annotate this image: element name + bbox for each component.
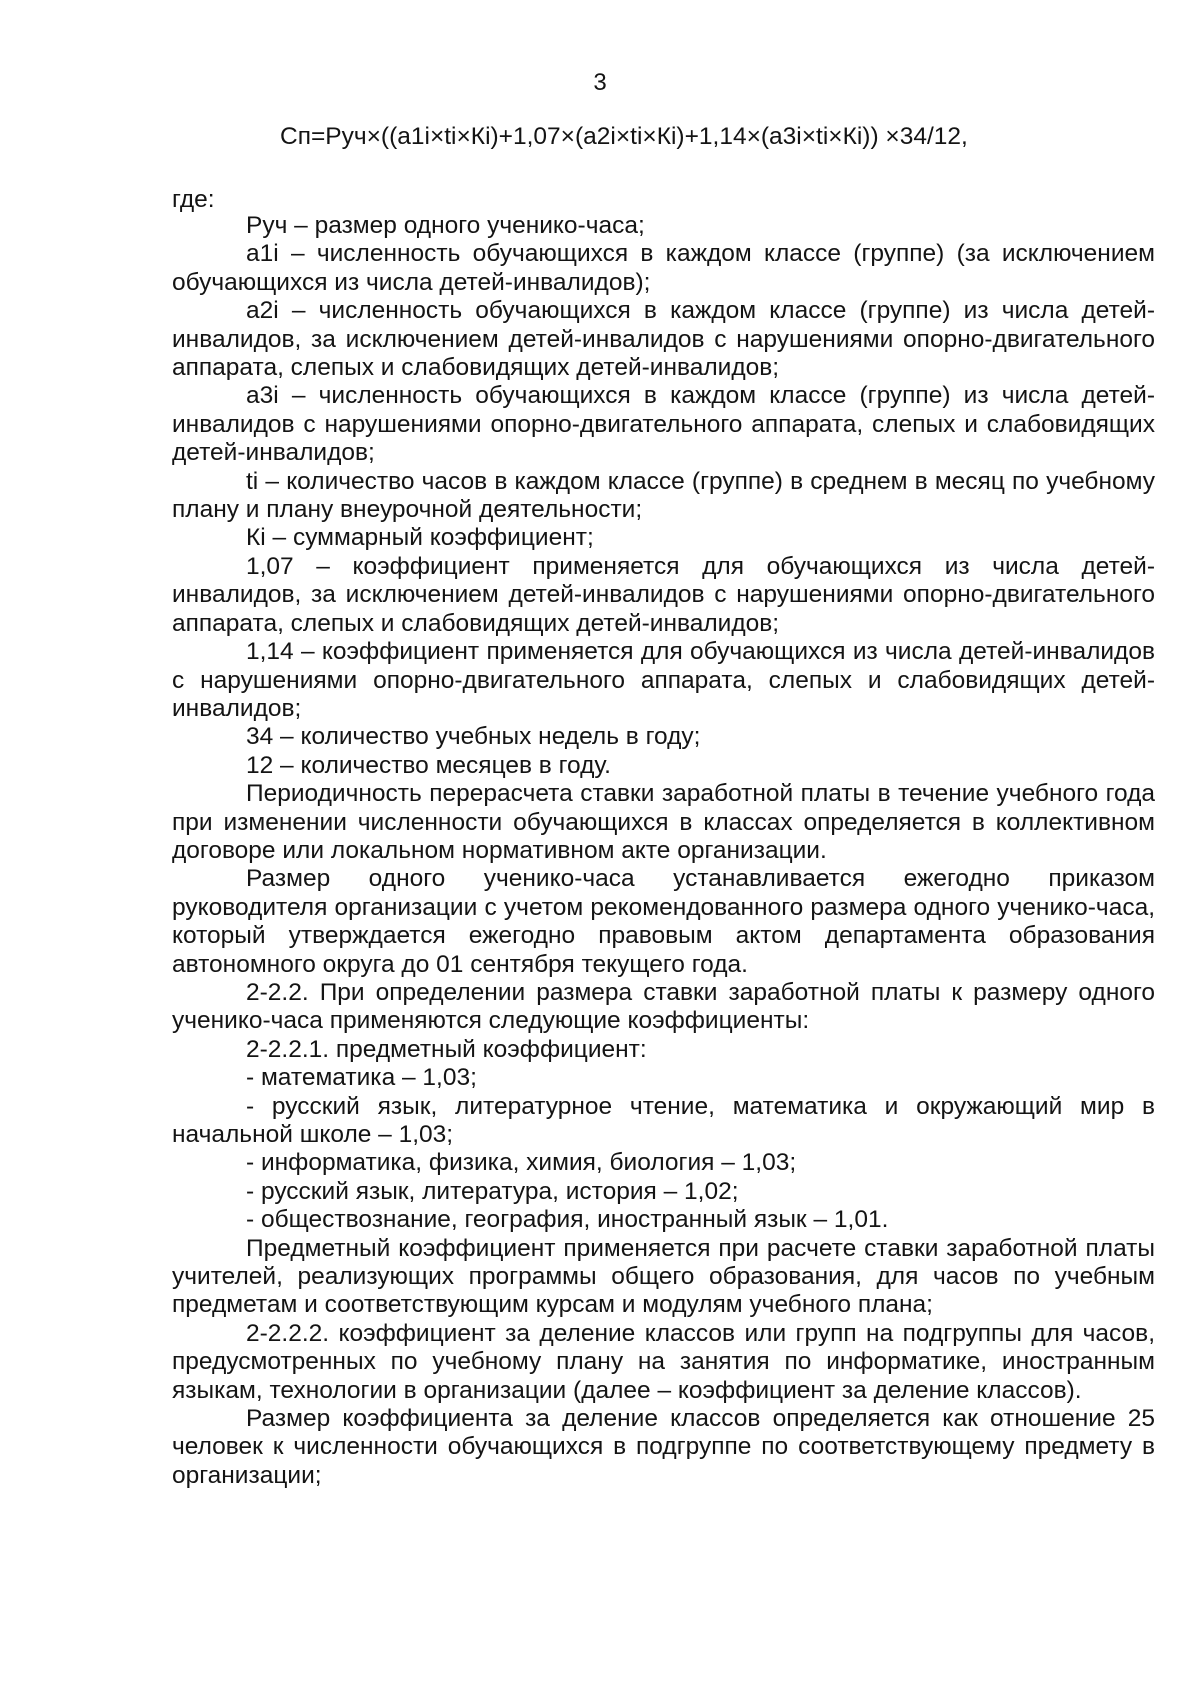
definition-a1i: а1i – численность обучающихся в каждом классе (группе) (за исключением обучающихся из числа детей-инвалидов); xyxy=(172,240,1155,296)
body-text xyxy=(172,212,1155,1490)
salary-formula: Сп=Руч×((а1i×ti×Кi)+1,07×(а2i×ti×Кi)+1,14×(а3i×ti×Кi)) ×34/12, xyxy=(280,123,968,150)
list-item-science: - информатика, физика, химия, биология – 1,03; xyxy=(246,1149,797,1177)
definition-coef-114: 1,14 – коэффициент применяется для обучающихся из числа детей-инвалидов с нарушениями опорно-двигательного аппарата, слепых и слабовидящих детей-инвалидов; xyxy=(172,638,1155,722)
list-item-humanities: - русский язык, литература, история – 1,02; xyxy=(246,1177,739,1205)
definition-a3i: а3i – численность обучающихся в каждом классе (группе) из числа детей-инвалидов с нарушениями опорно-двигательного аппарата, слепых и слабовидящих детей-инвалидов; xyxy=(172,382,1155,467)
definition-34: 34 – количество учебных недель в году; xyxy=(246,723,701,751)
definition-ti: ti – количество часов в каждом классе (группе) в среднем в месяц по учебному плану и плану внеурочной деятельности; xyxy=(172,467,1155,524)
list-item-primary-school: - русский язык, литературное чтение, математика и окружающий мир в начальной школе – 1,03; xyxy=(172,1092,1155,1148)
list-item-social-studies: - обществознание, география, иностранный язык – 1,01. xyxy=(246,1206,889,1234)
paragraph-recalculation: Периодичность перерасчета ставки заработной платы в течение учебного года при изменении численности обучающихся в классах определяется в коллективном договоре или локальном нормативном акте организации. xyxy=(172,780,1155,864)
section-2-2-2-2: 2-2.2.2. коэффициент за деление классов или групп на подгруппы для часов, предусмотренных по учебному плану на занятия по информатике, иностранным языкам, технологии в организации (далее – коэффициент за деление классов). xyxy=(172,1319,1155,1404)
paragraph-student-hour-size: Размер одного ученико-часа устанавливается ежегодно приказом руководителя организации с учетом рекомендованного размера одного ученико-часа, который утверждается ежегодно правовым актом департамента образования автономного округа до 01 сентября текущего года. xyxy=(172,865,1155,978)
definition-ki: Кi – суммарный коэффициент; xyxy=(246,524,594,552)
section-2-2-2: 2-2.2. При определении размера ставки заработной платы к размеру одного ученико-часа применяются следующие коэффициенты: xyxy=(172,978,1155,1035)
paragraph-division-coefficient: Размер коэффициента за деление классов определяется как отношение 25 человек к численности обучающихся в подгруппе по соответствующему предмету в организации; xyxy=(172,1405,1155,1489)
list-item-math: - математика – 1,03; xyxy=(246,1064,477,1092)
paragraph-subject-coefficient: Предметный коэффициент применяется при расчете ставки заработной платы учителей, реализующих программы общего образования, для часов по учебным предметам и соответствующим курсам и модулям учебного плана; xyxy=(172,1234,1155,1319)
definition-a2i: а2i – численность обучающихся в каждом классе (группе) из числа детей-инвалидов, за исключением детей-инвалидов с нарушениями опорно-двигательного аппарата, слепых и слабовидящих детей-инвалидов; xyxy=(172,297,1155,382)
definition-coef-107: 1,07 – коэффициент применяется для обучающихся из числа детей-инвалидов, за исключением детей-инвалидов с нарушениями опорно-двигательного аппарата, слепых и слабовидящих детей-инвалидов; xyxy=(172,552,1155,637)
definition-ruch: Руч – размер одного ученико-часа; xyxy=(246,212,645,239)
section-2-2-2-1: 2-2.2.1. предметный коэффициент: xyxy=(246,1035,647,1063)
definition-12: 12 – количество месяцев в году. xyxy=(246,751,611,779)
where-label: где: xyxy=(172,186,215,213)
page-number: 3 xyxy=(593,69,607,96)
